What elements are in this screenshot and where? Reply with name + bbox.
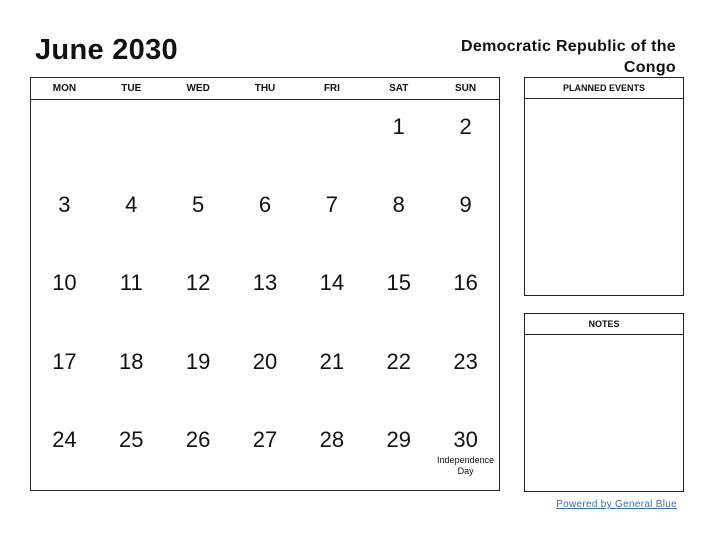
week-row [31,178,499,256]
day-number: 4 [125,192,138,218]
week-row [31,335,499,413]
day-number: 20 [252,348,278,374]
day-cell [232,100,299,178]
weekday-tue: TUE [121,83,142,94]
day-cell [31,413,98,491]
day-number: 30 [453,426,478,452]
notes-header: NOTES [525,314,683,335]
day-number: 23 [453,348,478,374]
day-cell [165,413,232,491]
day-number: 10 [52,270,77,296]
day-cell [165,256,232,334]
day-number: 9 [459,192,472,218]
day-number: 18 [119,348,144,374]
weekday-wed: WED [186,83,210,94]
day-number: 17 [52,348,77,374]
weeks-container [31,100,499,491]
day-cell [98,413,165,491]
day-number: 28 [319,426,345,452]
day-cell [165,100,232,178]
day-cell [298,413,365,491]
day-number [31,100,98,114]
day-cell [31,256,98,334]
weekday-header-row [31,78,499,100]
day-cell [365,256,432,334]
weekday-sun: SUN [455,83,477,94]
day-number: 7 [325,192,338,218]
day-cell [298,256,365,334]
day-number: 25 [119,426,144,452]
day-number: 12 [185,270,211,296]
day-cell [365,178,432,256]
day-cell [232,178,299,256]
day-number: 2 [459,114,472,139]
day-cell [31,100,98,178]
day-cell [432,256,499,334]
day-number: 24 [52,426,77,452]
powered-by-link[interactable]: Powered by General Blue [556,499,677,510]
day-number [232,100,299,114]
day-number: 5 [192,192,205,218]
holiday-label: Independence Day [437,454,495,476]
week-row [31,413,499,491]
day-cell [432,100,499,178]
day-number: 13 [252,270,278,296]
calendar-grid [30,77,500,491]
notes-panel [524,313,684,492]
day-cell [365,335,432,413]
day-number: 8 [392,192,405,218]
day-number [298,100,365,114]
day-cell [232,256,299,334]
day-cell [232,413,299,491]
day-number: 26 [185,426,211,452]
planned-events-header: PLANNED EVENTS [525,78,683,99]
day-cell [165,335,232,413]
calendar-title: June 2030 [35,34,178,66]
day-number: 6 [258,192,272,218]
day-cell [165,178,232,256]
week-row [31,100,499,178]
day-cell [31,178,98,256]
weekday-fri: FRI [323,83,340,94]
day-cell [365,413,432,491]
day-number: 29 [386,426,411,452]
day-cell [432,178,499,256]
weekday-sat: SAT [389,83,409,94]
day-number: 14 [319,270,345,296]
day-cell [31,335,98,413]
day-number [98,100,165,114]
day-cell [98,178,165,256]
day-cell [432,335,499,413]
day-cell [98,256,165,334]
day-number: 11 [119,270,143,296]
day-cell [365,100,432,178]
day-number: 15 [386,270,411,296]
country-name: Democratic Republic of the Congo [461,38,676,76]
day-cell [432,413,499,491]
day-number: 19 [185,348,211,374]
weekday-thu: THU [254,83,276,94]
day-cell [98,100,165,178]
day-number [165,100,232,114]
day-number: 3 [58,192,71,218]
planned-events-panel [524,77,684,296]
day-number: 22 [386,348,411,374]
day-cell [232,335,299,413]
day-cell [298,178,365,256]
day-cell [298,335,365,413]
day-cell [298,100,365,178]
day-number: 1 [392,114,405,139]
week-row [31,256,499,334]
weekday-mon: MON [52,83,77,94]
day-number: 27 [252,426,278,452]
day-number: 21 [319,348,345,374]
day-cell [98,335,165,413]
day-number: 16 [453,270,478,296]
